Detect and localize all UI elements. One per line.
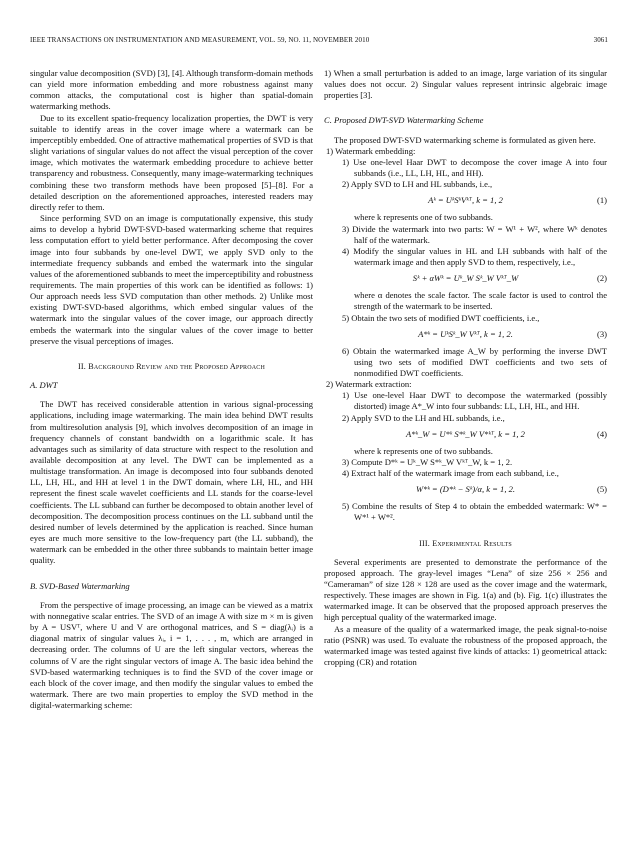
equation-number: (2) xyxy=(597,273,607,284)
paragraph: From the perspective of image processing, an image can be viewed as a matrix with nonnegative scalar entries. The SVD of an image A with size m × m is given by A = USVᵀ, where U and V are orthogonal matrices, and S = diag(λᵢ) is a diagonal matrix of singular values λᵢ, i = 1, . . . , m, which are arranged in decreasing order. The columns of U are the left singular vectors, whereas the columns of V are the right singular vectors of image A. The basic idea behind the SVD-based watermarking techniques is to find the SVD of the cover image or each block of the cover image, and then modify the singular values to embed the watermark. There are two main properties to employ the SVD method in the digital-watermarking scheme: xyxy=(30,599,313,711)
equation-3 xyxy=(324,324,607,346)
subsection-heading: A. DWT xyxy=(30,380,58,391)
equation-5 xyxy=(324,479,607,501)
list-item: 3) Compute D*ᵏ = Uᵏ_W S*ᵏ_W Vᵏᵀ_W, k = 1, 2. xyxy=(342,456,513,467)
section-heading: III. Experimental Results xyxy=(419,538,512,548)
equation-number: (4) xyxy=(597,428,607,439)
equation-body: W*ᵏ = (D*ᵏ − Sᵏ)/α, k = 1, 2. xyxy=(415,484,516,495)
equation-body: A*ᵏ = UᵏSᵏ_W Vᵏᵀ, k = 1, 2. xyxy=(418,328,513,339)
list-item: 5) Obtain the two sets of modified DWT coefficients, i.e., xyxy=(342,312,540,323)
list-text: where α denotes the scale factor. The scale factor is used to control the strength of the watermark to be inserted. xyxy=(354,290,607,312)
list-item: 1) Watermark embedding: xyxy=(326,145,416,156)
right-column xyxy=(324,68,607,668)
running-header xyxy=(30,36,608,48)
paragraph: As a measure of the quality of a watermarked image, the peak signal-to-noise ratio (PSNR) was used. To evaluate the robustness of the proposed approach, the watermarked image was tested against five kinds of attacks: 1) geometrical attack: cropping (CR) and rotation xyxy=(324,623,607,668)
equation-4 xyxy=(324,424,607,446)
list-item: 1) Use one-level Haar DWT to decompose the watermarked (possibly distorted) image A*_W into four subbands: LL, LH, HL, and HH. xyxy=(342,390,607,412)
section-heading: II. Background Review and the Proposed Approach xyxy=(78,361,265,371)
journal-title: IEEE TRANSACTIONS ON INSTRUMENTATION AND MEASUREMENT, VOL. 59, NO. 11, NOVEMBER 2010 xyxy=(30,36,370,44)
list-item: 4) Extract half of the watermark image from each subband, i.e., xyxy=(342,468,559,479)
equation-number: (5) xyxy=(597,484,607,495)
left-column xyxy=(30,68,313,711)
paragraph: 1) When a small perturbation is added to an image, large variation of its singular values does not occur. 2) Singular values represent intrinsic algebraic image properties [3]. xyxy=(324,68,607,101)
paragraph: The proposed DWT-SVD watermarking scheme is formulated as given here. xyxy=(334,134,596,145)
equation-2 xyxy=(324,268,607,290)
list-item: 4) Modify the singular values in HL and LH subbands with half of the watermark image and then apply SVD to them, respectively, i.e., xyxy=(342,245,607,268)
equation-1 xyxy=(324,190,607,212)
list-item: 2) Apply SVD to LH and HL subbands, i.e., xyxy=(342,179,493,190)
paragraph: singular value decomposition (SVD) [3], [4]. Although transform-domain methods can yield more information embedding and more robustness against many common attacks, the computational cost is higher than spatial-domain watermarking methods. xyxy=(30,68,313,112)
list-item: 3) Divide the watermark into two parts: W = W¹ + W², where Wᵏ denotes half of the watermark. xyxy=(342,223,607,245)
paragraph: Since performing SVD on an image is computationally expensive, this study aims to develop a hybrid DWT-SVD-based watermarking scheme that requires less computation effort to yield better performance. After decomposing the cover image into four subbands by one-level DWT, we apply SVD only to the intermediate frequency subbands and embed the watermark into the singular values of the aforementioned subbands to meet the imperceptibility and robustness requirements. The main properties of this work can be identified as follows: 1) Our approach needs less SVD computation than other methods. 2) Unlike most existing DWT-SVD-based algorithms, which embed singular values of the watermark into the singular values of the cover image, our approach directly embeds the watermark into the singular values of the cover image to better preserve the visual perceptions of images. xyxy=(30,213,313,346)
equation-body: Aᵏ = UᵏSᵏVᵏᵀ, k = 1, 2 xyxy=(428,195,503,206)
paragraph: Several experiments are presented to demonstrate the performance of the proposed approach. The gray-level images “Lena” of size 256 × 256 and “Cameraman” of size 128 × 128 are used as the cover image and the watermark, respectively. These images are shown in Fig. 1(a) and (b). Fig. 1(c) illustrates the watermarked image. It can be observed that the proposed approach preserves the high perceptual quality of the watermarked image. xyxy=(324,556,607,623)
list-item: 5) Combine the results of Step 4 to obtain the embedded watermark: W* = W*¹ + W*². xyxy=(342,501,607,523)
paragraph: The DWT has received considerable attention in various signal-processing applications, including image watermarking. The main idea behind DWT results from multiresolution analysis [9], which involves decomposition of an image in frequency channels of constant bandwidth on a logarithmic scale. It has advantages such as similarity of data structure with respect to the resolution and available decomposition at any level. The DWT can be implemented as a multistage transformation. An image is decomposed into four subbands denoted LL, LH, HL, and HH at level 1 in the DWT domain, where LH, HL, and HH represent the finest scale wavelet coefficients and LL stands for the coarse-level coefficients. The LL subband can further be decomposed to obtain another level of decomposition. The decomposition process continues on the LL subband until the desired number of levels determined by the application is reached. Since human eyes are much more sensitive to the low-frequency part (the LL subband), the watermark can be embedded in the other three subbands to maintain better image quality. xyxy=(30,399,313,566)
equation-number: (3) xyxy=(597,328,607,339)
list-item: 2) Apply SVD to the LH and HL subbands, i.e., xyxy=(342,412,505,423)
equation-body: A*ᵏ_W = U*ᵏ S*ᵏ_W V*ᵏᵀ, k = 1, 2 xyxy=(406,428,525,439)
page-number: 3061 xyxy=(593,36,608,44)
list-item: 1) Use one-level Haar DWT to decompose the cover image A into four subbands (i.e., LL, LH, HL, and HH). xyxy=(342,156,607,179)
subsection-heading: C. Proposed DWT-SVD Watermarking Scheme xyxy=(324,115,484,126)
list-text: where k represents one of two subbands. xyxy=(354,212,493,223)
equation-body: Sᵏ + αWᵏ = Uᵏ_W Sᵏ_W Vᵏᵀ_W xyxy=(412,273,519,284)
equation-number: (1) xyxy=(597,195,607,206)
list-text: where k represents one of two subbands. xyxy=(354,445,493,456)
list-item: 2) Watermark extraction: xyxy=(326,379,412,390)
subsection-heading: B. SVD-Based Watermarking xyxy=(30,580,130,591)
paragraph: Due to its excellent spatio-frequency localization properties, the DWT is very suitable to identify areas in the cover image where a watermark can be imperceptibly embedded. One of attractive mathematical properties of SVD is that slight variations of singular values do not affect the visual perception of the cover image, which motivates the watermark embedding procedure to achieve better transparency and robustness. Consequently, many image-watermarking techniques combining these two transform methods have been proposed [5]–[8]. For a detailed description on the aforementioned approaches, interested readers may directly refer to them. xyxy=(30,112,313,212)
list-item: 6) Obtain the watermarked image A_W by performing the inverse DWT using two sets of modified DWT coefficients and two sets of nonmodified DWT coefficients. xyxy=(342,345,607,378)
